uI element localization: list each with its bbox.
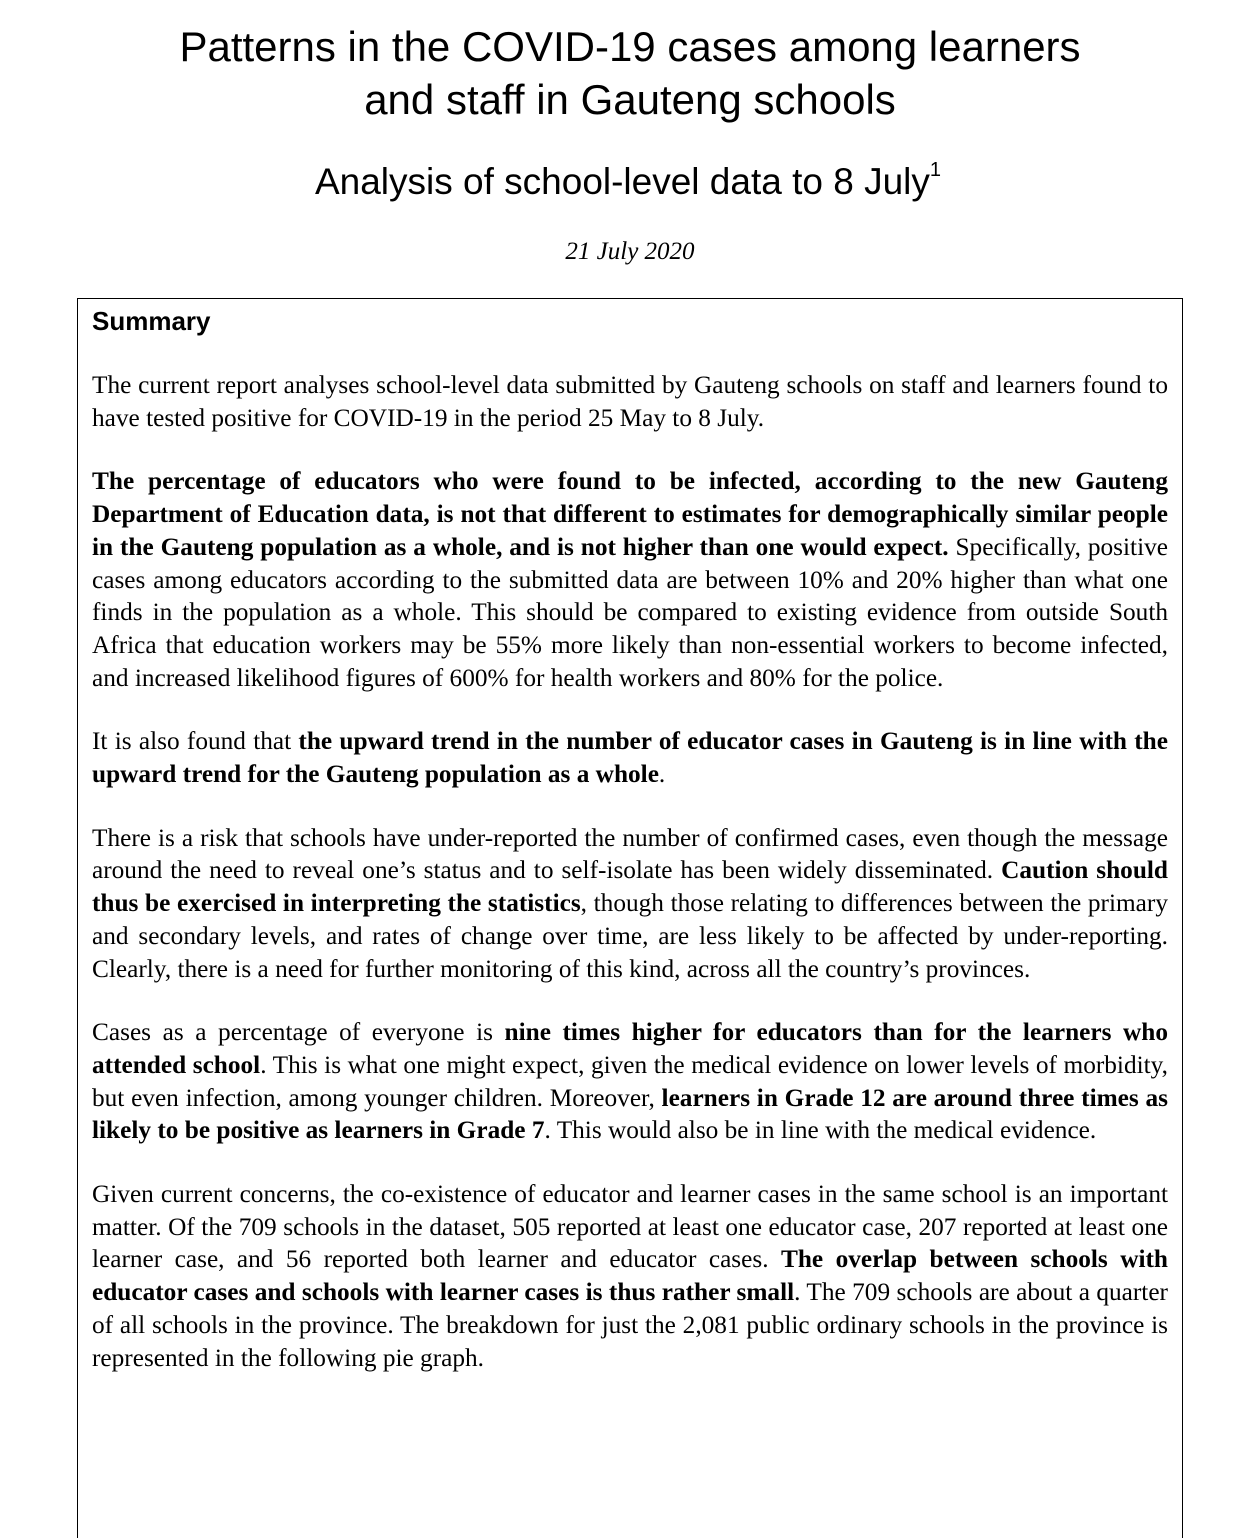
emphasis-segment: learners in Grade 12 are around three times as likely to be positive as learners in Grade 7 <box>92 1083 1168 1145</box>
text-segment: , though those relating to differences between the primary and secondary levels, and rates of change over time, are less likely to be affected by under-reporting. Clearly, there is a need for further monitoring of this kind, across all the country’s provinces. <box>92 889 1168 983</box>
text-segment: Cases as a percentage of everyone is <box>92 1018 505 1047</box>
text-segment: . <box>658 760 666 789</box>
document-title <box>0 20 1246 126</box>
summary-paragraph <box>92 1016 1168 1147</box>
summary-paragraph <box>92 725 1168 790</box>
text-segment: Specifically, positive cases among educators according to the submitted data are between 10% and 20% higher than what one finds in the population as a whole. This should be compared to existing evidence from outside South Africa that education workers may be 55% more likely than non-essential workers to become infected, and increased likelihood figures of 600% for health workers and 80% for the police. <box>92 532 1168 692</box>
emphasis-segment: nine times higher for educators than for the learners who attended school <box>92 1018 1168 1079</box>
emphasis-segment: Caution should thus be exercised in interpreting the statistics <box>92 856 1168 918</box>
summary-paragraph <box>92 1178 1168 1374</box>
emphasis-segment: the upward trend in the number of educator cases in Gauteng is in line with the upward trend for the Gauteng population as a whole <box>92 727 1168 789</box>
document-subtitle <box>0 158 1246 206</box>
summary-paragraph <box>92 822 1168 986</box>
summary-body <box>92 369 1168 1405</box>
summary-box <box>77 298 1183 1538</box>
text-segment: . This is what one might expect, given the medical evidence on lower levels of morbidity, but even infection, among younger children. Moreover, <box>92 1050 1168 1112</box>
document-title-line-2: and staff in Gauteng schools <box>364 76 896 123</box>
subtitle-text: Analysis of school-level data to 8 July <box>314 161 930 202</box>
text-segment: It is also found that <box>92 727 299 756</box>
emphasis-segment: The overlap between schools with educator cases and schools with learner cases is thus rather small <box>92 1245 1168 1307</box>
footnote-marker[interactable]: 1 <box>929 159 942 181</box>
document-title-line-1: Patterns in the COVID-19 cases among learners <box>179 23 1081 70</box>
text-segment: . This would also be in line with the medical evidence. <box>544 1116 1097 1145</box>
summary-heading: Summary <box>92 306 211 336</box>
text-segment: The current report analyses school-level data submitted by Gauteng schools on staff and learners found to have tested positive for COVID-19 in the period 25 May to 8 July. <box>92 371 1168 432</box>
text-segment: There is a risk that schools have under-reported the number of confirmed cases, even though the message around the need to reveal one’s status and to self-isolate has been widely disseminated. <box>92 823 1168 885</box>
emphasis-segment: The percentage of educators who were found to be infected, according to the new Gauteng Department of Education data, is not that different to estimates for demographically similar people in the Gauteng population as a whole, and is not higher than one would expect. <box>92 467 1168 561</box>
text-segment: Given current concerns, the co-existence of educator and learner cases in the same school is an important matter. Of the 709 schools in the dataset, 505 reported at least one educator case, 207 reported at least one learner case, and 56 reported both learner and educator cases. <box>92 1180 1168 1274</box>
text-segment: . The 709 schools are about a quarter of all schools in the province. The breakdown for just the 2,081 public ordinary schools in the province is represented in the following pie graph. <box>92 1278 1168 1372</box>
summary-paragraph <box>92 465 1168 694</box>
summary-paragraph <box>92 369 1168 434</box>
document-date: 21 July 2020 <box>565 238 695 265</box>
